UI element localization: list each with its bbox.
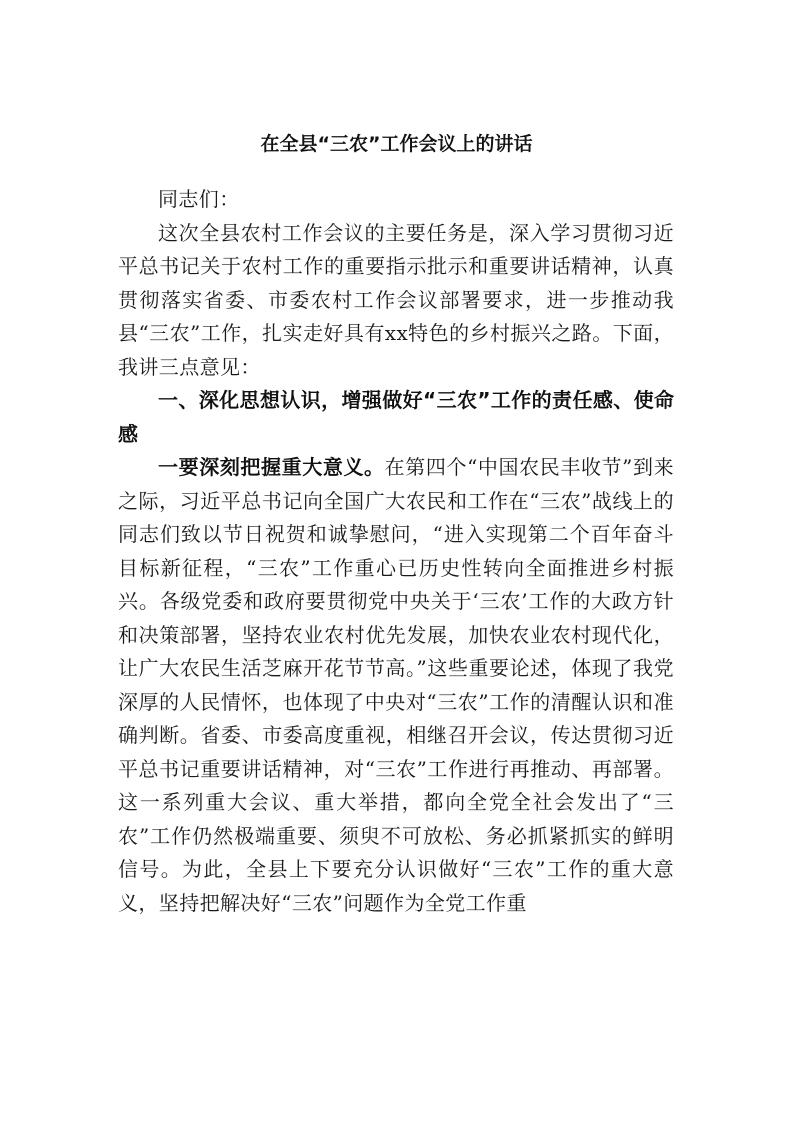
paragraph-lead: 一要深刻把握重大意义。 (158, 455, 385, 479)
salutation: 同志们： (158, 187, 240, 211)
section-paragraph (118, 451, 674, 920)
document-body (118, 183, 674, 920)
paragraph-text: 在第四个“中国农民丰收节”到来之际，习近平总书记向全国广大农民和工作在“三农”战线上的同志们致以节日祝贺和诚挚慰问，“进入实现第二个百年奋斗目标新征程，“三农”工作重心已历史性转向全面推进乡村振兴。各级党委和政府要贯彻党中央关于‘三农’工作的大政方针和决策部署，坚持农业农村优先发展，加快农业农村现代化，让广大农民生活芝麻开花节节高。”这些重要论述，体现了我党深厚的人民情怀，也体现了中央对“三农”工作的清醒认识和准确判断。省委、市委高度重视，相继召开会议，传达贯彻习近平总书记重要讲话精神，对“三农”工作进行再推动、再部署。这一系列重大会议、重大举措，都向全党全社会发出了“三农”工作仍然极端重要、须臾不可放松、务必抓紧抓实的鲜明信号。为此，全县上下要充分认识做好“三农”工作的重大意义，坚持把解决好“三农”问题作为全党工作重 (118, 455, 674, 915)
document-title: 在全县“三农”工作会议上的讲话 (260, 133, 533, 155)
intro-paragraph: 这次全县农村工作会议的主要任务是，深入学习贯彻习近平总书记关于农村工作的重要指示批示和重要讲话精神，认真贯彻落实省委、市委农村工作会议部署要求，进一步推动我县“三农”工作，扎实走好具有xx特色的乡村振兴之路。下面，我讲三点意见： (118, 220, 674, 379)
section-heading: 一、深化思想认识，增强做好“三农”工作的责任感、使命感 (118, 388, 674, 446)
